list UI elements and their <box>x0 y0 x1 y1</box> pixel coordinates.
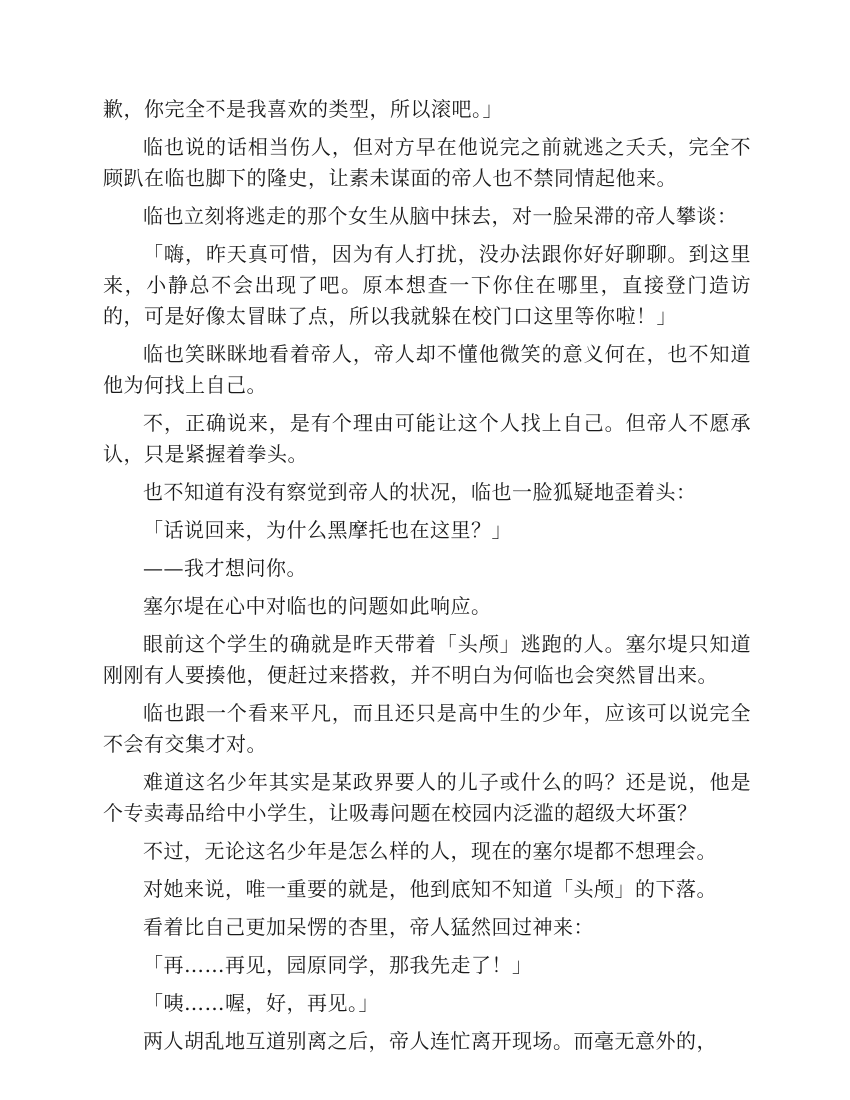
paragraph: 不过，无论这名少年是怎么样的人，现在的塞尔堤都不想理会。 <box>143 839 717 863</box>
paragraph: 临也跟一个看来平凡，而且还只是高中生的少年，应该可以说完全不会有交集才对。 <box>103 701 751 756</box>
paragraph: 难道这名少年其实是某政界要人的儿子或什么的吗？还是说，他是个专卖毒品给中小学生，让吸毒问题在校园内泛滥的超级大坏蛋？ <box>103 770 751 825</box>
paragraph: 临也笑眯眯地看着帝人，帝人却不懂他微笑的意义何在，也不知道他为何找上自己。 <box>103 342 751 397</box>
paragraph: 临也说的话相当伤人，但对方早在他说完之前就逃之夭夭，完全不顾趴在临也脚下的隆史，让素未谋面的帝人也不禁同情起他来。 <box>103 135 751 190</box>
paragraph: 「再……再见，园原同学，那我先走了！」 <box>143 953 533 977</box>
paragraph: 歉，你完全不是我喜欢的类型，所以滚吧。」 <box>103 97 503 121</box>
paragraph: 眼前这个学生的确就是昨天带着「头颅」逃跑的人。塞尔堤只知道刚刚有人要揍他，便赶过来搭救，并不明白为何临也会突然冒出来。 <box>103 632 751 687</box>
paragraph: ——我才想问你。 <box>143 556 307 580</box>
paragraph: 两人胡乱地互道别离之后，帝人连忙离开现场。而毫无意外的， <box>143 1029 717 1053</box>
paragraph: 「话说回来，为什么黑摩托也在这里？」 <box>143 518 512 542</box>
paragraph: 「嗨，昨天真可惜，因为有人打扰，没办法跟你好好聊聊。到这里来，小静总不会出现了吧。原本想查一下你住在哪里，直接登门造访的，可是好像太冒昧了点，所以我就躲在校门口这里等你啦！」 <box>103 242 751 328</box>
paragraph: 看着比自己更加呆愣的杏里，帝人猛然回过神来： <box>143 915 594 939</box>
paragraph: 塞尔堤在心中对临也的问题如此响应。 <box>143 594 492 618</box>
paragraph: 也不知道有没有察觉到帝人的状况，临也一脸狐疑地歪着头： <box>143 480 697 504</box>
paragraph: 临也立刻将逃走的那个女生从脑中抹去，对一脸呆滞的帝人攀谈： <box>143 204 738 228</box>
paragraph: 对她来说，唯一重要的就是，他到底知不知道「头颅」的下落。 <box>143 877 717 901</box>
paragraph: 不，正确说来，是有个理由可能让这个人找上自己。但帝人不愿承认，只是紧握着拳头。 <box>103 411 751 466</box>
body-text <box>103 94 751 1064</box>
paragraph: 「咦……喔，好，再见。」 <box>143 991 379 1015</box>
